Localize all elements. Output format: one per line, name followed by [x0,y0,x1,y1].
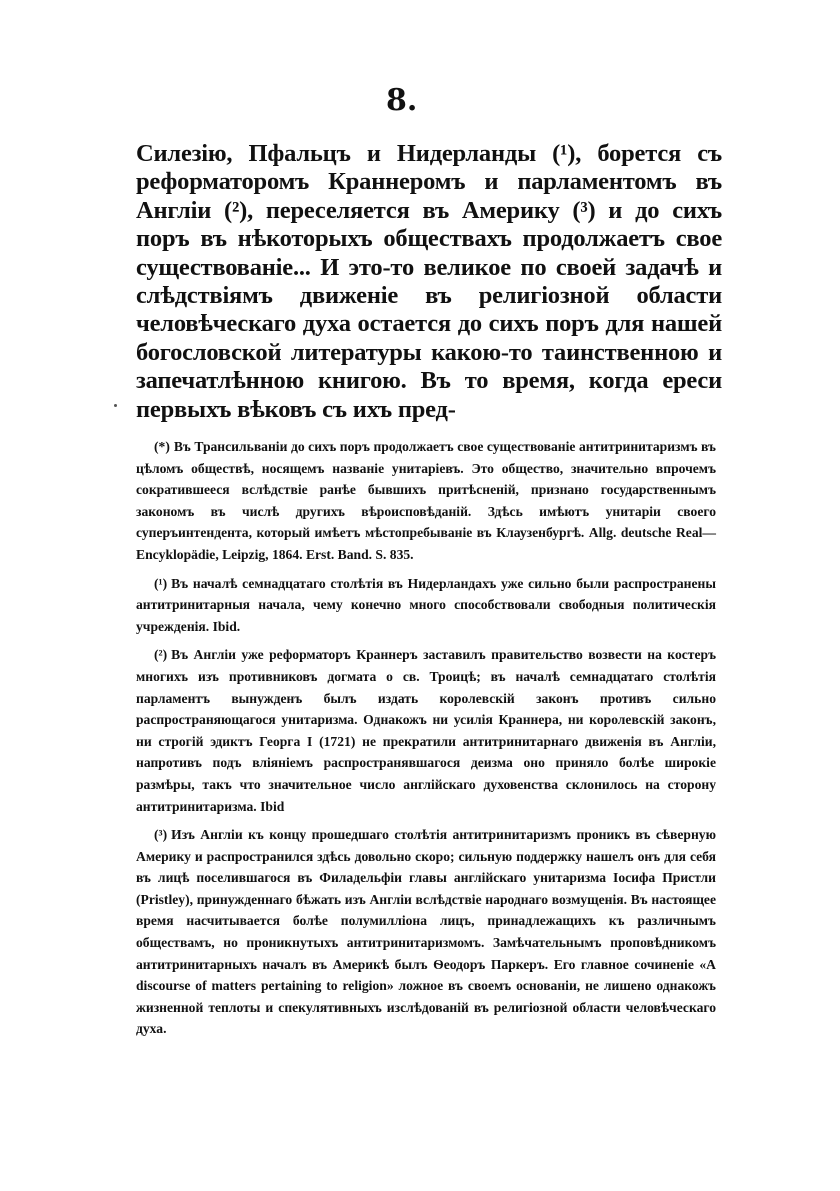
footnote-england [136,644,716,817]
footnote-mark: (*) [154,439,170,454]
footnote-text: Въ Трансильваніи до сихъ поръ продолжаетъ свое существованіе антитринитаризмъ въ цѣломъ обществѣ, носящемъ названіе унитаріевъ. Это общество, значительно впрочемъ сократившееся вслѣдствіе ранѣе бывшихъ притѣсненій, признано государственнымъ закономъ въ числѣ другихъ вѣроисповѣданій. Здѣсь имѣютъ унитаріи своего суперъинтендента, который имѣетъ мѣстопребываніе въ Клаузенбургѣ. Allg. deutsche Real—Encyklopädie, Leipzig, 1864. Erst. Band. S. 835. [136,439,716,562]
footnotes-section [136,436,716,1047]
footnote-america [136,824,716,1040]
footnote-mark: (¹) [154,575,168,591]
footnote-netherlands [136,573,716,638]
footnote-mark: (²) [154,647,168,663]
main-text-block [136,140,722,424]
footnote-text: Въ началѣ семнадцатаго столѣтія въ Нидерландахъ уже сильно были распространены антитринитарныя начала, чему конечно много способствовали свободныя политическія учрежденія. Ibid. [136,575,716,634]
page-number: 8. [386,83,418,118]
footnote-mark: (³) [154,827,168,843]
footnote-transylvania [136,436,716,566]
stray-ink-dot [114,404,117,407]
footnote-text: Изъ Англіи къ концу прошедшаго столѣтія антитринитаризмъ проникъ въ сѣверную Америку и распространился здѣсь довольно скоро; сильную поддержку нашелъ онъ для себя въ лицѣ поселившагося въ Филадельфіи главы англійскаго унитаризма Іосифа Пристли (Pristley), принужденнаго бѣжать изъ Англіи вслѣдствіе народнаго возмущенія. Въ настоящее время насчитывается болѣе полумилліона лицъ, принадлежащихъ къ различнымъ обществамъ, но проникнутыхъ антитринитаризмомъ. Замѣчательнымъ проповѣдникомъ антитринитарныхъ началъ въ Америкѣ былъ Ѳеодоръ Паркеръ. Его главное сочиненіе «A discourse of matters pertaining to religion» ложное въ своемъ основаніи, не лишено однакожъ жизненной теплоты и спекулятивныхъ изслѣдованій въ религіозной области человѣческаго духа. [136,827,716,1037]
main-paragraph: Силезію, Пфальцъ и Нидерланды (¹), борется съ реформаторомъ Краннеромъ и парламентомъ въ Англіи (²), переселяется въ Америку (³) и до сихъ поръ въ нѣкоторыхъ обществахъ продолжаетъ свое существованіе... И это-то великое по своей задачѣ и слѣдствіямъ движеніе въ религіозной области человѣческаго духа остается до сихъ поръ для нашей богословской литературы какою-то таинственною и запечатлѣнною книгою. Въ то время, когда ереси первыхъ вѣковъ съ ихъ пред- [136,140,722,423]
footnote-text: Въ Англіи уже реформаторъ Краннеръ заставилъ правительство возвести на костеръ многихъ изъ противниковъ догмата о св. Троицѣ; въ началѣ семнадцатаго столѣтія парламентъ вынужденъ былъ издать королевскій законъ противъ сильно распространяющагося унитаризма. Однакожъ ни усилія Краннера, ни королевскій законъ, ни строгій эдиктъ Георга I (1721) не прекратили антитринитарнаго движенія въ Англіи, напротивъ подъ вліяніемъ распространявшагося деизма оно приняло болѣе широкіе размѣры, такъ что значительное число англійскаго духовенства склонилось на сторону антитринитаризма. Ibid [136,647,716,814]
